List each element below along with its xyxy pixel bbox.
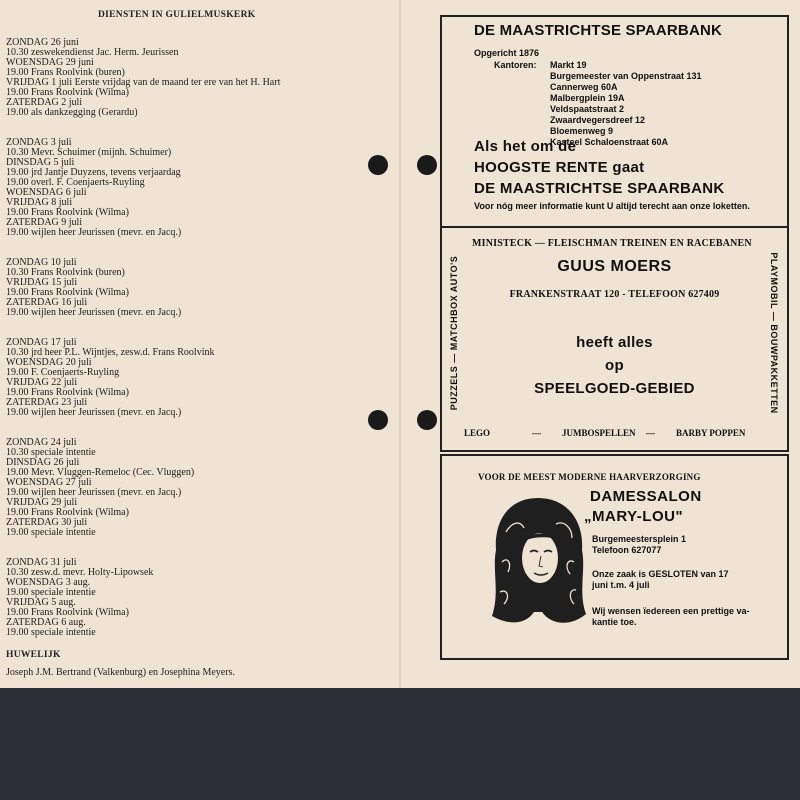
service-entry: ZONDAG 10 juli <box>6 257 77 268</box>
service-entry: 10.30 Mevr. Schuimer (mijnh. Schuimer) <box>6 147 172 158</box>
service-entry: 19.00 speciale intentie <box>6 527 96 538</box>
service-entry: 19.00 wijlen heer Jeurissen (mevr. en Jacq.) <box>6 227 182 238</box>
toyshop-address: FRANKENSTRAAT 120 - TELEFOON 627409 <box>509 289 720 300</box>
service-entry: DINSDAG 5 juli <box>6 157 75 168</box>
service-entry: 10.30 zeswekendienst Jac. Herm. Jeurissen <box>6 47 179 58</box>
service-entry: WOENSDAG 27 juli <box>6 477 92 488</box>
service-entry: ZONDAG 26 juni <box>6 37 79 48</box>
service-entry: 19.00 wijlen heer Jeurissen (mevr. en Jacq.) <box>6 307 182 318</box>
service-entry: 19.00 Frans Roolvink (buren) <box>6 67 125 78</box>
toyshop-slogan-1: heeft alles <box>576 334 653 351</box>
marriage-text: Joseph J.M. Bertrand (Valkenburg) en Josephina Meyers. <box>6 667 235 678</box>
service-entry: 19.00 Frans Roolvink (Wilma) <box>6 287 129 298</box>
service-entry: ZONDAG 31 juli <box>6 557 77 568</box>
service-entry: 10.30 zesw.d. mevr. Holty-Lipowsek <box>6 567 154 578</box>
bank-advertisement <box>440 15 789 228</box>
office-address: Veldspaatstraat 2 <box>550 104 625 114</box>
service-entry: 19.00 Frans Roolvink (Wilma) <box>6 607 129 618</box>
salon-closed-line2: juni t.m. 4 juli <box>592 580 650 590</box>
salon-wish-line2: kantie toe. <box>592 617 637 627</box>
bank-info: Voor nóg meer informatie kunt U altijd terecht aan onze loketten. <box>474 201 750 211</box>
toyshop-advertisement <box>440 226 789 452</box>
service-entry: ZATERDAG 30 juli <box>6 517 88 528</box>
toyshop-slogan-3: SPEELGOED-GEBIED <box>534 380 695 397</box>
salon-address: Burgemeestersplein 1 <box>592 534 687 544</box>
salon-tagline: VOOR DE MEEST MODERNE HAARVERZORGING <box>478 472 701 482</box>
service-entry: VRIJDAG 22 juli <box>6 377 78 388</box>
service-entry: 19.00 speciale intentie <box>6 627 96 638</box>
service-group <box>6 438 386 538</box>
service-entry: 19.00 Frans Roolvink (Wilma) <box>6 87 129 98</box>
service-entry: WOENSDAG 20 juli <box>6 357 92 368</box>
service-entry: 19.00 jrd Jantje Duyzens, tevens verjaardag <box>6 167 181 178</box>
bank-slogan-line2: HOOGSTE RENTE gaat <box>474 159 645 176</box>
toyshop-side-right: PLAYMOBIL — BOUWPAKKETTEN <box>769 252 779 414</box>
offices-list <box>550 60 702 148</box>
service-group <box>6 38 386 118</box>
salon-name-line2: „MARY-LOU" <box>584 508 684 525</box>
toyshop-name: GUUS MOERS <box>557 258 672 275</box>
service-entry: DINSDAG 26 juli <box>6 457 80 468</box>
bank-slogan-line1: Als het om de <box>474 138 577 155</box>
brand-separator: — <box>646 428 655 438</box>
service-entry: WOENSDAG 6 juli <box>6 187 87 198</box>
church-services-page <box>6 10 386 678</box>
office-address: Burgemeester van Oppenstraat 131 <box>550 71 702 81</box>
service-entry: VRIJDAG 15 juli <box>6 277 78 288</box>
service-entry: 19.00 F. Coenjaerts-Ruyling <box>6 367 120 378</box>
binder-hole <box>368 155 388 175</box>
office-address: Zwaardvegersdreef 12 <box>550 115 646 125</box>
bank-slogan-line3: DE MAASTRICHTSE SPAARBANK <box>474 180 725 197</box>
service-entry: 19.00 overl. F. Coenjaerts-Ruyling <box>6 177 145 188</box>
binder-hole <box>368 410 388 430</box>
binder-hole <box>417 410 437 430</box>
office-address: Malbergplein 19A <box>550 93 625 103</box>
service-group <box>6 138 386 238</box>
offices-label: Kantoren: <box>494 60 537 70</box>
service-entry: 19.00 speciale intentie <box>6 587 96 598</box>
salon-wish-line1: Wij wensen ïedereen een prettige va- <box>592 606 750 616</box>
toyshop-side-left: PUZZELS — MATCHBOX AUTO'S <box>449 255 459 411</box>
office-address: Bloemenweg 9 <box>550 126 614 136</box>
service-entry: 10.30 jrd heer P.L. Wijntjes, zesw.d. Frans Roolvink <box>6 347 215 358</box>
service-entry: 19.00 Mevr. Vluggen-Remeloc (Cec. Vluggen) <box>6 467 195 478</box>
office-address: Cannerweg 60A <box>550 82 618 92</box>
service-group <box>6 258 386 318</box>
toyshop-slogan-2: op <box>605 357 624 374</box>
brand-jumbospellen: JUMBOSPELLEN <box>562 428 636 438</box>
service-entry: VRIJDAG 1 juli Eerste vrijdag van de maand ter ere van het H. Hart <box>6 77 281 88</box>
service-entry: 19.00 Frans Roolvink (Wilma) <box>6 387 129 398</box>
service-entry: 19.00 Frans Roolvink (Wilma) <box>6 507 129 518</box>
service-entry: WOENSDAG 3 aug. <box>6 577 91 588</box>
salon-closed-line1: Onze zaak is GESLOTEN van 17 <box>592 569 729 579</box>
service-entry: VRIJDAG 8 juli <box>6 197 73 208</box>
service-entry: ZATERDAG 2 juli <box>6 97 83 108</box>
service-entry: VRIJDAG 29 juli <box>6 497 78 508</box>
salon-name-line1: DAMESSALON <box>590 488 702 505</box>
service-entry: 19.00 Frans Roolvink (Wilma) <box>6 207 129 218</box>
brand-lego: LEGO <box>464 428 491 438</box>
bank-title: DE MAASTRICHTSE SPAARBANK <box>474 22 723 39</box>
brand-barby: BARBY POPPEN <box>676 428 746 438</box>
service-entry: 10.30 Frans Roolvink (buren) <box>6 267 125 278</box>
dark-background <box>0 688 800 800</box>
services-list <box>6 38 386 638</box>
bank-founded: Opgericht 1876 <box>474 48 540 58</box>
service-entry: ZONDAG 24 juli <box>6 437 77 448</box>
service-group <box>6 558 386 638</box>
service-entry: ZATERDAG 6 aug. <box>6 617 86 628</box>
service-entry: 19.00 wijlen heer Jeurissen (mevr. en Jacq.) <box>6 487 182 498</box>
service-group <box>6 338 386 418</box>
marriage-heading: HUWELIJK <box>6 650 61 660</box>
service-entry: ZONDAG 3 juli <box>6 137 72 148</box>
service-entry: ZATERDAG 23 juli <box>6 397 88 408</box>
service-entry: ZATERDAG 9 juli <box>6 217 83 228</box>
service-entry: WOENSDAG 29 juni <box>6 57 94 68</box>
service-entry: ZONDAG 17 juli <box>6 337 77 348</box>
service-entry: 10.30 speciale intentie <box>6 447 96 458</box>
woman-portrait-illustration <box>486 492 590 632</box>
service-entry: ZATERDAG 16 juli <box>6 297 88 308</box>
toyshop-top-line: MINISTECK — FLEISCHMAN TREINEN EN RACEBANEN <box>472 238 752 249</box>
brand-separator: — <box>532 428 541 438</box>
service-entry: 19.00 wijlen heer Jeurissen (mevr. en Jacq.) <box>6 407 182 418</box>
service-entry: 19.00 als dankzegging (Gerardu) <box>6 107 138 118</box>
center-fold <box>399 0 401 688</box>
binder-hole <box>417 155 437 175</box>
salon-advertisement <box>440 454 789 660</box>
office-address: Kasteel Schaloenstraat 60A <box>550 137 669 147</box>
office-address: Markt 19 <box>550 60 587 70</box>
services-heading: DIENSTEN IN GULIELMUSKERK <box>98 10 256 20</box>
salon-phone: Telefoon 627077 <box>592 545 662 555</box>
service-entry: VRIJDAG 5 aug. <box>6 597 76 608</box>
